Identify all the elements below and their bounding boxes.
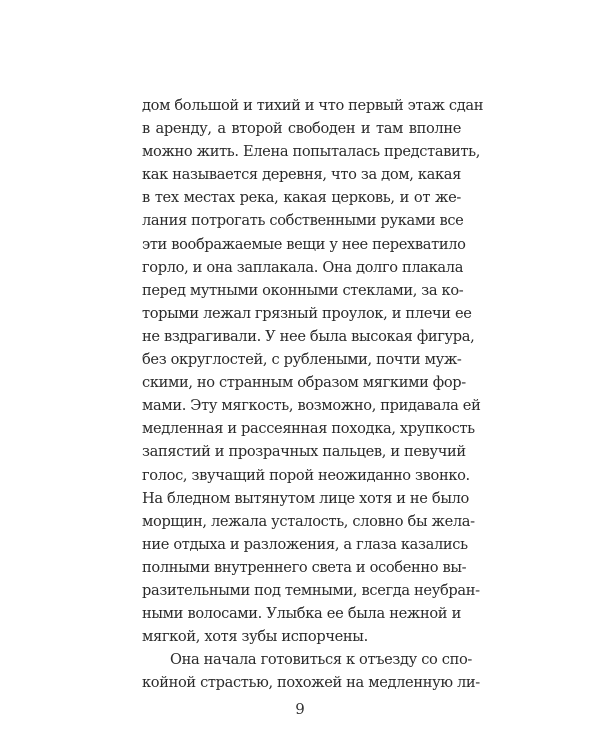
page-number: 9 (295, 700, 305, 718)
paragraph (142, 94, 484, 648)
text-line: медленная и рассеянная походка, хрупкость (142, 420, 475, 438)
text-line: в аренду, а второй свободен и там вполне (142, 120, 461, 138)
text-line: ние отдыха и разложения, а глаза казались (142, 535, 468, 553)
text-line: запястий и прозрачных пальцев, и певучий (142, 443, 466, 461)
text-line: горло, и она заплакала. Она долго плакала (142, 258, 464, 276)
text-line: в тех местах река, какая церковь, и от же- (142, 189, 461, 207)
text-line: без округлостей, с рублеными, почти муж- (142, 351, 462, 369)
text-line: морщин, лежала усталость, словно бы жела- (142, 512, 475, 530)
text-line: не вздрагивали. У нее была высокая фигура, (142, 327, 475, 345)
text-line: скими, но странным образом мягкими фор- (142, 374, 466, 392)
text-line: дом большой и тихий и что первый этаж сдан (142, 97, 484, 114)
text-line: торыми лежал грязный проулок, и плечи ее (142, 304, 472, 322)
body-text (142, 94, 484, 694)
text-line: Она начала готовиться к отъезду со спо- (170, 651, 472, 669)
text-line: разительными под темными, всегда неубран- (142, 581, 480, 599)
text-line: можно жить. Елена попыталась представить, (142, 143, 481, 161)
text-line: мягкой, хотя зубы испорчены. (142, 628, 368, 646)
text-line: перед мутными оконными стеклами, за ко- (142, 281, 464, 299)
paragraph (142, 648, 480, 694)
text-line: лания потрогать собственными руками все (142, 212, 464, 230)
text-line: ными волосами. Улыбка ее была нежной и (142, 605, 461, 623)
text-line: голос, звучащий порой неожиданно звонко. (142, 466, 470, 484)
text-line: полными внутреннего света и особенно вы- (142, 558, 467, 576)
text-line: мами. Эту мягкость, возможно, придавала ей (142, 397, 481, 415)
text-line: койной страстью, похожей на медленную ли- (142, 674, 480, 692)
text-line: эти воображаемые вещи у нее перехватило (142, 235, 466, 253)
text-line: На бледном вытянутом лице хотя и не было (142, 489, 469, 507)
text-line: как называется деревня, что за дом, какая (142, 166, 461, 184)
